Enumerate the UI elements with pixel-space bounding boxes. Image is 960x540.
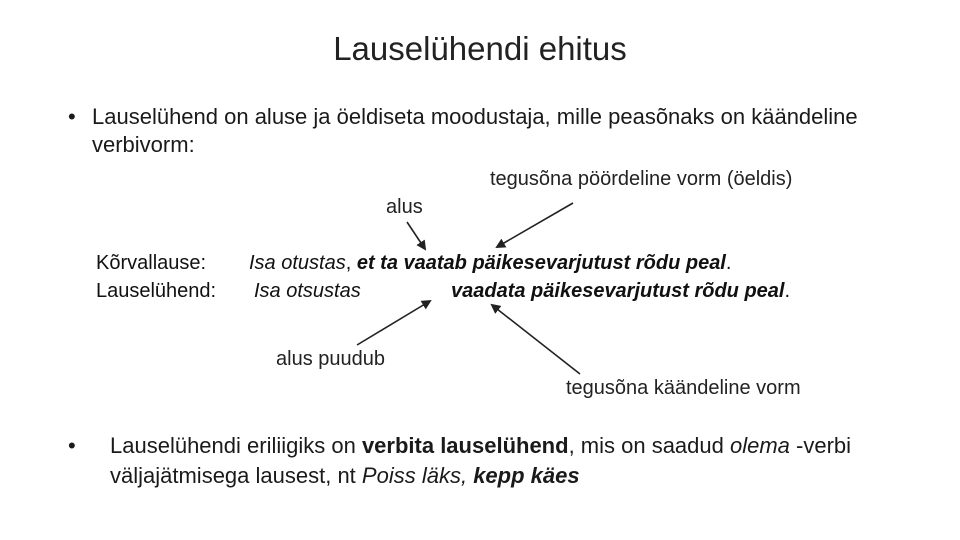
label-finite-verb: tegusõna pöördeline vorm (öeldis) [490, 168, 793, 190]
term-verbless-phrase: verbita lauselühend [361, 433, 569, 458]
row2-clause: vaadata päikesevarjutust rõdu peal [451, 280, 785, 302]
text-part: -verbi väljajätmisega lausest, nt [110, 433, 852, 488]
term-olema: olema [730, 433, 790, 458]
label-no-subject: alus puudub [276, 348, 385, 370]
row1-period: . [725, 252, 732, 274]
label-subject: alus [386, 196, 423, 218]
row2-subject: Isa otsustas [254, 280, 361, 302]
row1-comma: , [345, 252, 352, 274]
slide-title: Lauselühendi ehitus [333, 30, 627, 67]
example-bold-italic: kepp käes [473, 463, 580, 488]
arrow-subject [407, 222, 425, 249]
arrow-no-subject [357, 301, 430, 345]
row1-clause: et ta vaatab päikesevarjutust rõdu peal [356, 252, 726, 274]
row-label-lauseluhend: Lauselühend: [96, 280, 217, 302]
row2-period: . [784, 280, 791, 302]
label-nonfinite-verb: tegusõna käändeline vorm [566, 377, 801, 399]
bullet-definition-text: Lauselühend on aluse ja öeldiseta moodustaja, mille peasõnaks on käändeline verbivorm: [92, 104, 858, 157]
bullet-marker: • [68, 433, 76, 458]
bullet-marker: • [68, 104, 76, 129]
arrow-nonfinite-verb [492, 305, 580, 374]
row1-subject: Isa otustas [249, 252, 346, 274]
example-italic: Poiss läks, [361, 463, 468, 488]
text-part: Lauselühendi eriliigiks on [110, 433, 362, 458]
text-part: , mis on saadud [568, 433, 730, 458]
bullet-verbless-text [110, 431, 908, 491]
arrow-finite-verb [497, 203, 573, 247]
row-label-korvallause: Kõrvallause: [96, 252, 207, 274]
bullet-verbless [68, 431, 908, 491]
